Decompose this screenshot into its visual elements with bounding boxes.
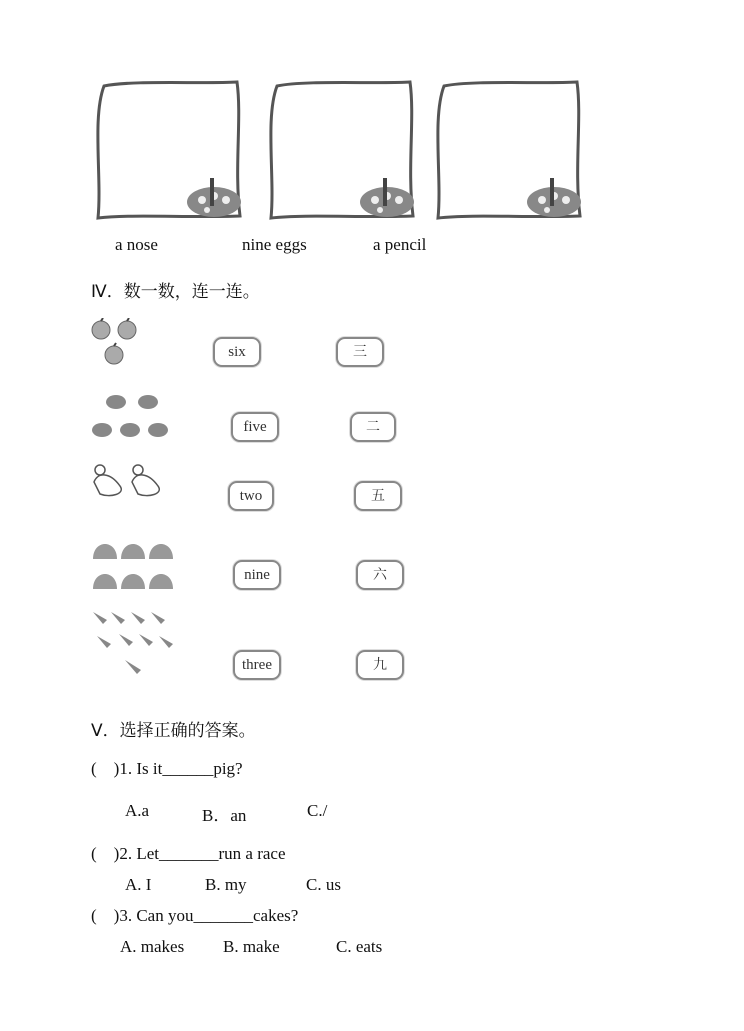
- question-1-suffix: pig?: [213, 759, 243, 778]
- question-2-blank: _______: [159, 844, 219, 863]
- section-4-heading: Ⅳ．数一数，连一连。: [91, 282, 260, 302]
- caption-nose: a nose: [115, 235, 158, 254]
- chinese-three[interactable]: 三: [336, 337, 384, 367]
- word-nine[interactable]: nine: [233, 560, 281, 590]
- question-3-suffix: cakes?: [252, 906, 299, 925]
- q2-option-c[interactable]: C. us: [306, 875, 341, 894]
- word-three[interactable]: three: [233, 650, 281, 680]
- ducks-picture: [90, 462, 168, 507]
- section-5-heading: Ⅴ．选择正确的答案。: [91, 721, 256, 741]
- question-1-prefix: 1. Is it: [119, 759, 163, 778]
- answer-paren-close-1: ): [113, 759, 120, 778]
- q1-option-a[interactable]: A.a: [125, 801, 150, 820]
- drawing-frame-2: [265, 78, 415, 220]
- q3-option-a[interactable]: A. makes: [120, 937, 185, 956]
- question-2-prefix: 2. Let: [119, 844, 159, 863]
- answer-paren-close-3: ): [113, 906, 120, 925]
- question-3: [91, 906, 298, 926]
- caption-eggs: nine eggs: [242, 235, 307, 254]
- question-3-blank: _______: [193, 906, 253, 925]
- word-two[interactable]: two: [228, 481, 274, 511]
- answer-paren-3[interactable]: (: [91, 906, 97, 925]
- word-six[interactable]: six: [213, 337, 261, 367]
- q2-option-a[interactable]: A. I: [125, 875, 152, 894]
- answer-paren-1[interactable]: (: [91, 759, 97, 778]
- question-1-blank: ______: [162, 759, 214, 778]
- q1-option-c[interactable]: C./: [307, 801, 328, 820]
- drawing-frame-1: [92, 78, 242, 220]
- q3-option-c[interactable]: C. eats: [336, 937, 383, 956]
- carrots-picture: [91, 608, 179, 685]
- question-3-prefix: 3. Can you: [119, 906, 194, 925]
- question-2: [91, 844, 286, 864]
- answer-paren-close-2: ): [113, 844, 120, 863]
- apples-picture: [90, 318, 142, 373]
- q1-option-b[interactable]: B．an: [202, 806, 247, 825]
- birds-picture: [92, 390, 172, 447]
- chinese-two[interactable]: 二: [350, 412, 396, 442]
- buns-picture: [91, 537, 177, 596]
- question-1: [91, 759, 243, 779]
- chinese-six[interactable]: 六: [356, 560, 404, 590]
- q2-option-b[interactable]: B. my: [205, 875, 247, 894]
- caption-pencil: a pencil: [373, 235, 427, 254]
- chinese-five[interactable]: 五: [354, 481, 402, 511]
- question-2-suffix: run a race: [218, 844, 286, 863]
- q3-option-b[interactable]: B. make: [223, 937, 280, 956]
- word-five[interactable]: five: [231, 412, 279, 442]
- drawing-frame-3: [432, 78, 582, 220]
- chinese-nine[interactable]: 九: [356, 650, 404, 680]
- answer-paren-2[interactable]: (: [91, 844, 97, 863]
